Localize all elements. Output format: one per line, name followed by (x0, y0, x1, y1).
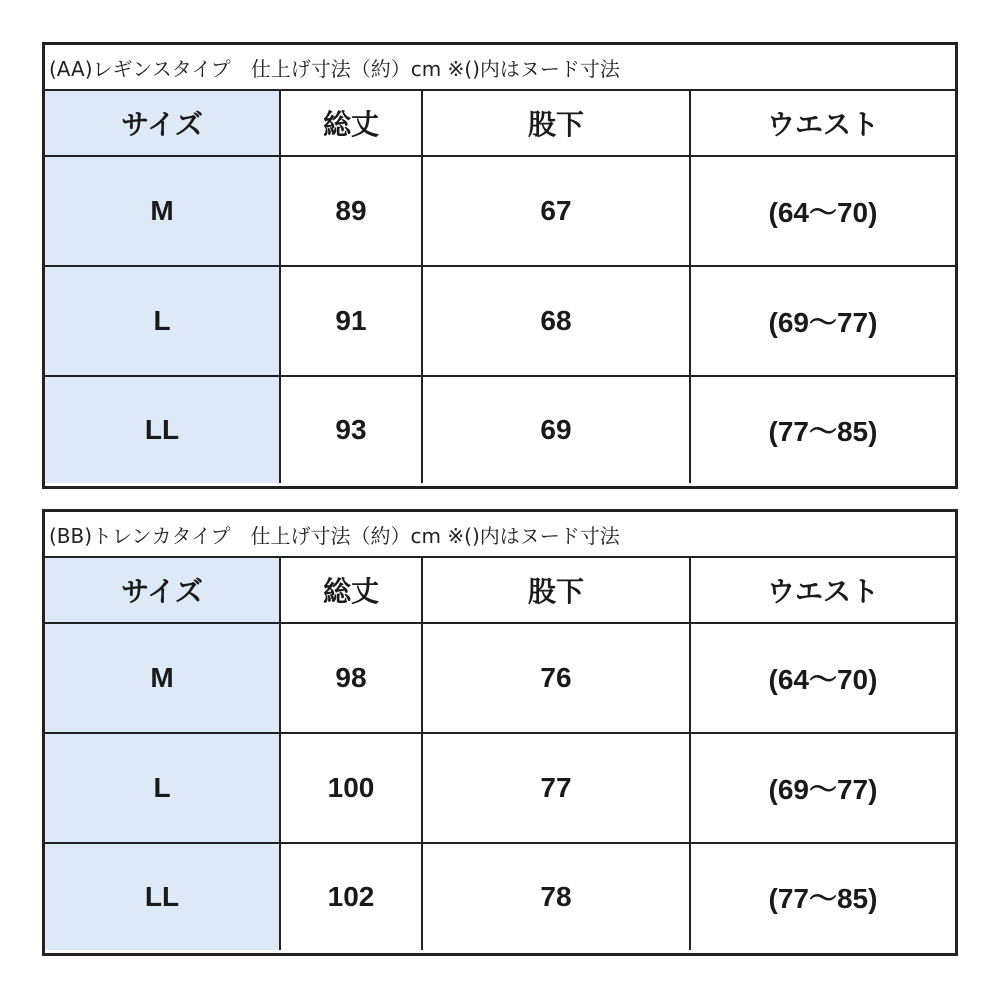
inseam-cell: 68 (423, 267, 691, 375)
waist-cell: (64～70) (768, 664, 878, 695)
inseam-cell: 69 (423, 377, 691, 483)
table-row (45, 377, 955, 483)
size-cell: L (45, 734, 281, 842)
size-cell: M (45, 157, 281, 265)
inseam-cell: 77 (423, 734, 691, 842)
waist-cell: (77～85) (768, 883, 878, 914)
header-total-length: 総丈 (281, 91, 423, 155)
waist-cell: (69～77) (768, 774, 878, 805)
total-length-cell: 100 (281, 734, 423, 842)
total-length-cell: 102 (281, 844, 423, 950)
table-row (45, 267, 955, 377)
total-length-cell: 98 (281, 624, 423, 732)
table-row (45, 157, 955, 267)
header-size: サイズ (45, 91, 281, 155)
header-inseam: 股下 (423, 91, 691, 155)
table-header-row (45, 558, 955, 624)
inseam-cell: 67 (423, 157, 691, 265)
table-row (45, 734, 955, 844)
inseam-cell: 78 (423, 844, 691, 950)
size-table-trenca (42, 509, 958, 956)
table-caption: (BB)トレンカタイプ 仕上げ寸法（約）cm ※()内はヌード寸法 (45, 512, 955, 558)
header-size: サイズ (45, 558, 281, 622)
table-row (45, 844, 955, 950)
size-table-leggings (42, 42, 958, 489)
table-caption: (AA)レギンスタイプ 仕上げ寸法（約）cm ※()内はヌード寸法 (45, 45, 955, 91)
header-waist: ウエスト (766, 575, 879, 608)
header-waist: ウエスト (766, 108, 879, 141)
waist-cell: (69～77) (768, 307, 878, 338)
size-cell: LL (45, 844, 281, 950)
total-length-cell: 89 (281, 157, 423, 265)
total-length-cell: 91 (281, 267, 423, 375)
header-inseam: 股下 (423, 558, 691, 622)
inseam-cell: 76 (423, 624, 691, 732)
size-cell: M (45, 624, 281, 732)
header-total-length: 総丈 (281, 558, 423, 622)
waist-cell: (77～85) (768, 416, 878, 447)
waist-cell: (64～70) (768, 197, 878, 228)
table-row (45, 624, 955, 734)
total-length-cell: 93 (281, 377, 423, 483)
size-cell: LL (45, 377, 281, 483)
size-cell: L (45, 267, 281, 375)
table-header-row (45, 91, 955, 157)
